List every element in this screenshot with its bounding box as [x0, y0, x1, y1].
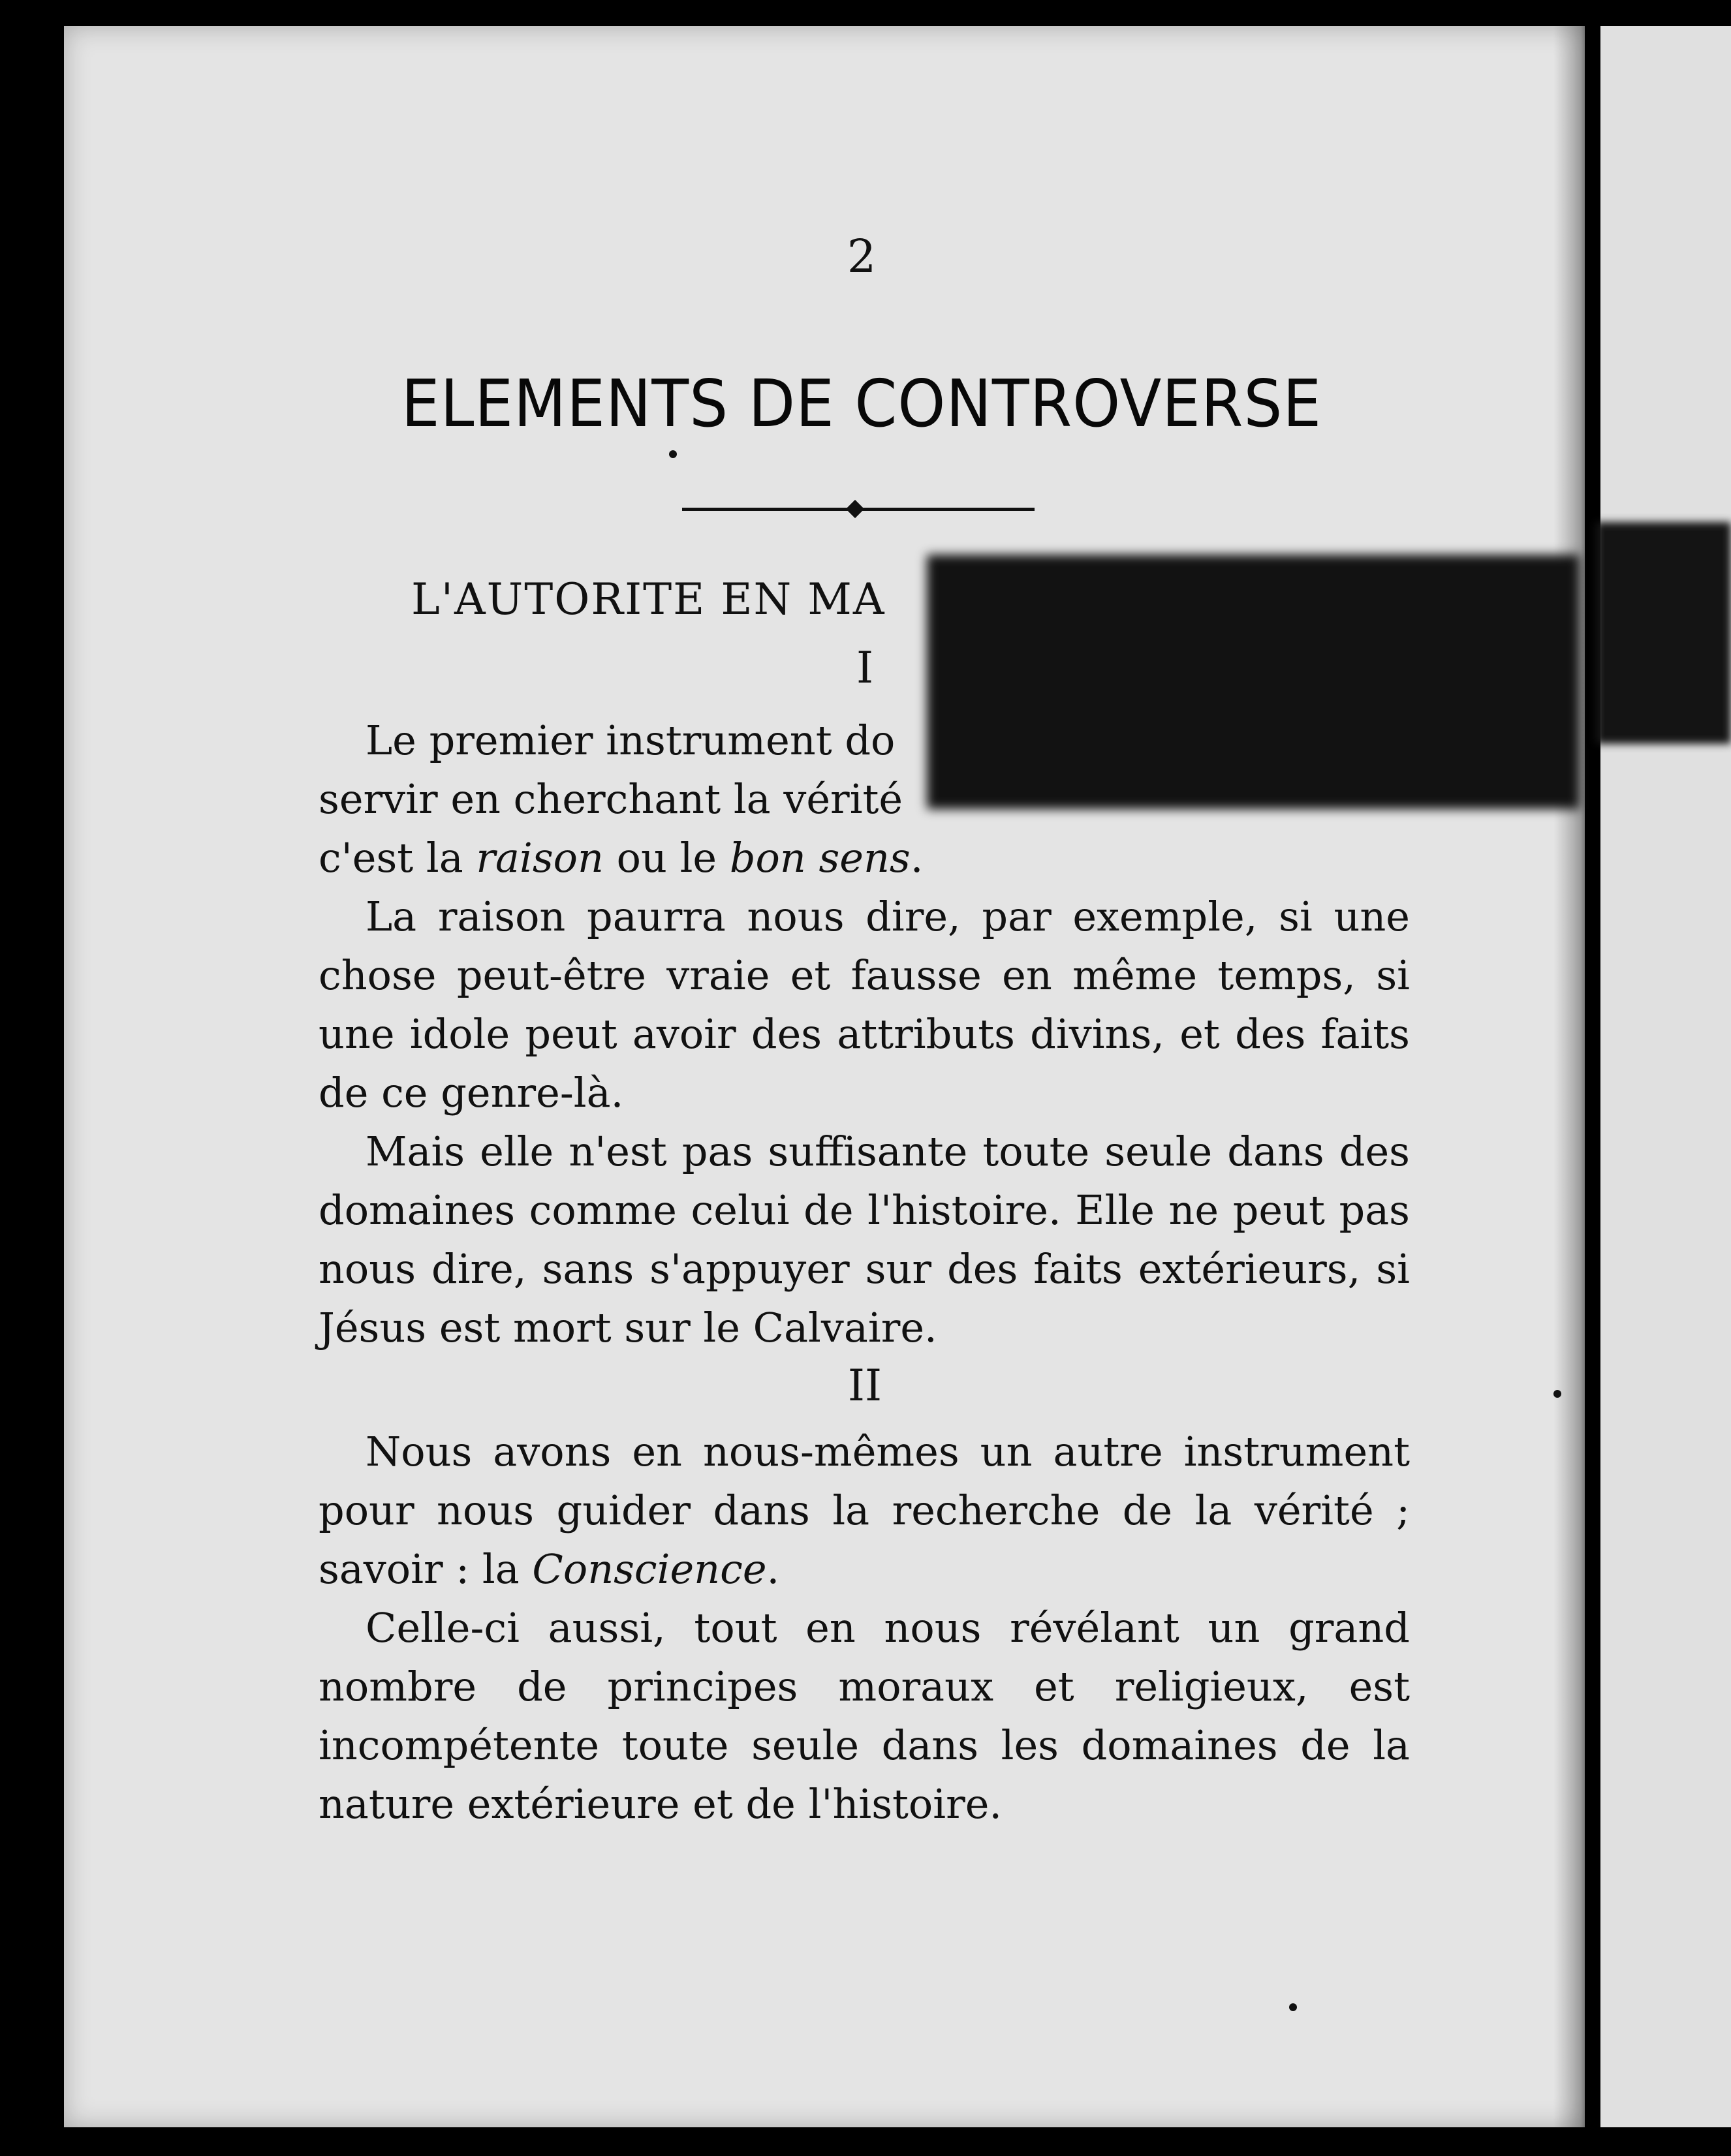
- page-number: 2: [847, 230, 877, 283]
- text-run: .: [910, 834, 924, 882]
- section-heading: L'AUTORITE EN MA: [411, 574, 886, 624]
- text-run: Nous avons en nous-mêmes un autre instrument pour nous guider dans la recherche de la vérité ; savoir : la: [319, 1428, 1410, 1593]
- paragraph-1-line-3: [319, 829, 1410, 887]
- speck: [1553, 1390, 1561, 1398]
- redaction-blot-facing: [1596, 522, 1731, 744]
- page-title: ELEMENTS DE CONTROVERSE: [401, 365, 1322, 442]
- paragraph-4: [319, 1423, 1410, 1599]
- paragraph-2: [319, 887, 1410, 1122]
- italic-term-bon-sens: bon sens: [729, 834, 911, 882]
- section-numeral-1: I: [856, 643, 874, 693]
- paragraph-2-text: La raison paurra nous dire, par exemple, si une chose peut-être vraie et fausse en même temps, si une idole peut avoir des attributs divins, et des faits de ce genre-là.: [319, 893, 1410, 1116]
- speck: [669, 450, 677, 458]
- paragraph-3: [319, 1122, 1410, 1357]
- section-numeral-2: II: [847, 1361, 882, 1411]
- italic-term-raison: raison: [476, 834, 604, 882]
- page-fold-shadow: [1553, 26, 1599, 2127]
- paragraph-4-text: [319, 1423, 1410, 1599]
- speck: [1289, 2003, 1297, 2011]
- redaction-blot: [927, 555, 1580, 809]
- paragraph-1-line-1: Le premier instrument do: [366, 716, 896, 764]
- paragraph-3-text: Mais elle n'est pas suffisante toute seule dans des domaines comme celui de l'histoire. Elle ne peut pas nous dire, sans s'appuyer sur des faits extérieurs, si Jésus est mort sur le Calvaire.: [319, 1128, 1410, 1351]
- paragraph-5-text: Celle-ci aussi, tout en nous révélant un grand nombre de principes moraux et religieux, est incompétente toute seule dans les domaines de la nature extérieure et de l'histoire.: [319, 1604, 1410, 1828]
- facing-page-edge: [1600, 26, 1731, 2127]
- text-run: ou le: [603, 834, 730, 882]
- paragraph-1-line-2: servir en cherchant la vérité: [319, 775, 903, 823]
- text-run: c'est la: [319, 834, 476, 882]
- italic-term-conscience: Conscience: [532, 1545, 767, 1593]
- paragraph-5: [319, 1599, 1410, 1834]
- text-run: .: [766, 1545, 780, 1593]
